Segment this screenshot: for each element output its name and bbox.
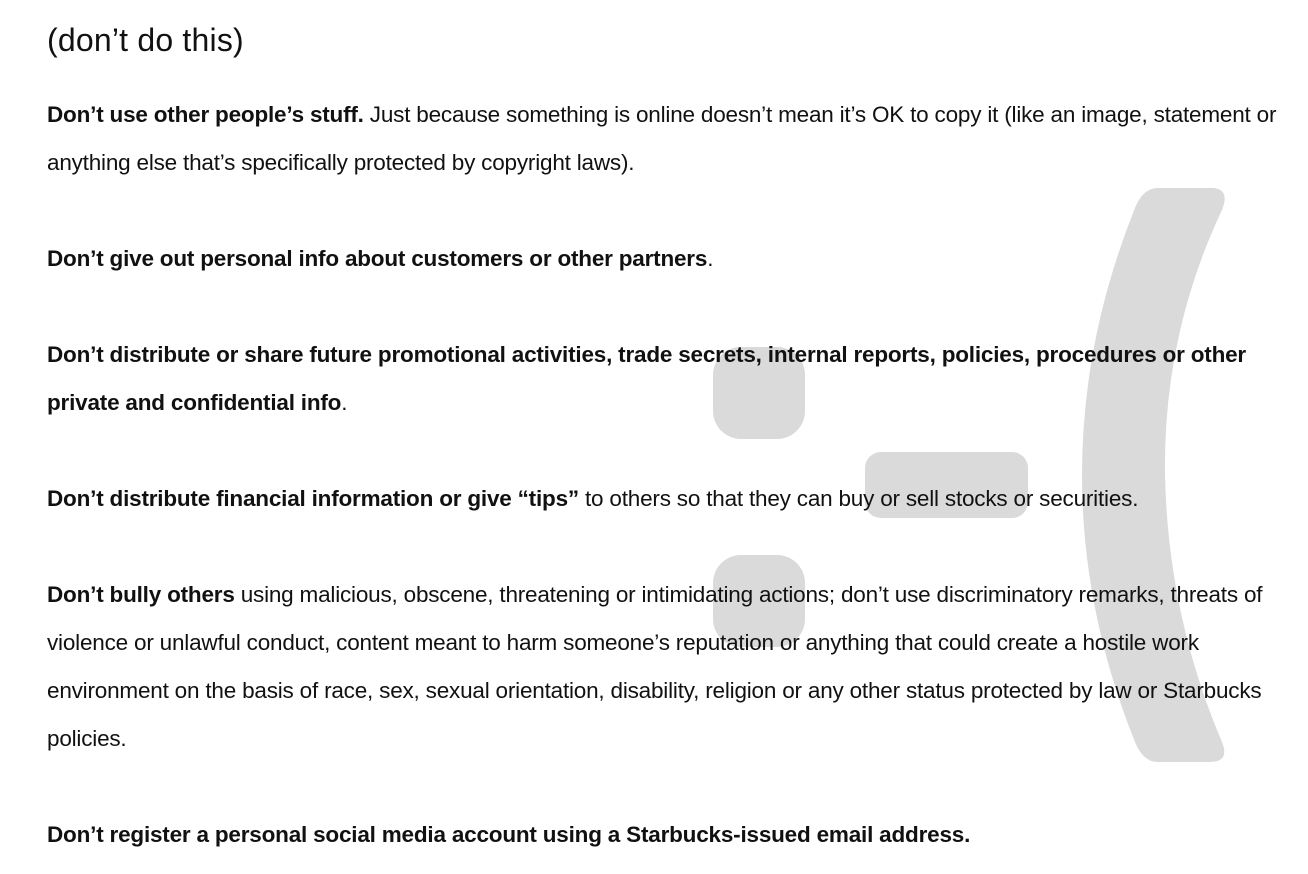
rule-text: using malicious, obscene, threatening or intimidating actions; don’t use discriminatory remarks, threats of violence or unlawful conduct, content meant to harm someone’s reputation or anything that could create a hostile work environment on the basis of race, sex, sexual orientation, disability, religion or any other status protected by law or Starbucks policies. (47, 582, 1263, 751)
rule-title: Don’t distribute financial information or give “tips” (47, 486, 579, 511)
page-title: (don’t do this) (47, 22, 244, 58)
rule-copyright (47, 91, 1292, 187)
rule-text: . (707, 246, 714, 271)
rule-title: Don’t bully others (47, 582, 235, 607)
rule-bullying (47, 571, 1292, 763)
rule-title: Don’t give out personal info about customers or other partners (47, 246, 708, 271)
rule-text: . (341, 390, 348, 415)
rule-title: Don’t register a personal social media account using a Starbucks-issued email address. (47, 822, 971, 847)
rule-personal-info (47, 235, 1292, 283)
rule-financial-info (47, 475, 1292, 523)
rule-title: Don’t distribute or share future promotional activities, trade secrets, internal reports, policies, procedures or other private and confidential info (47, 342, 1246, 415)
rule-text: to others so that they can buy or sell stocks or securities. (578, 486, 1139, 511)
rule-title: Don’t use other people’s stuff. (47, 102, 364, 127)
rule-confidential-info (47, 331, 1292, 427)
rule-text: Just because something is online doesn’t mean it’s OK to copy it (like an image, statement or anything else that’s specifically protected by copyright laws). (47, 102, 1277, 175)
rule-personal-account (47, 811, 1292, 859)
